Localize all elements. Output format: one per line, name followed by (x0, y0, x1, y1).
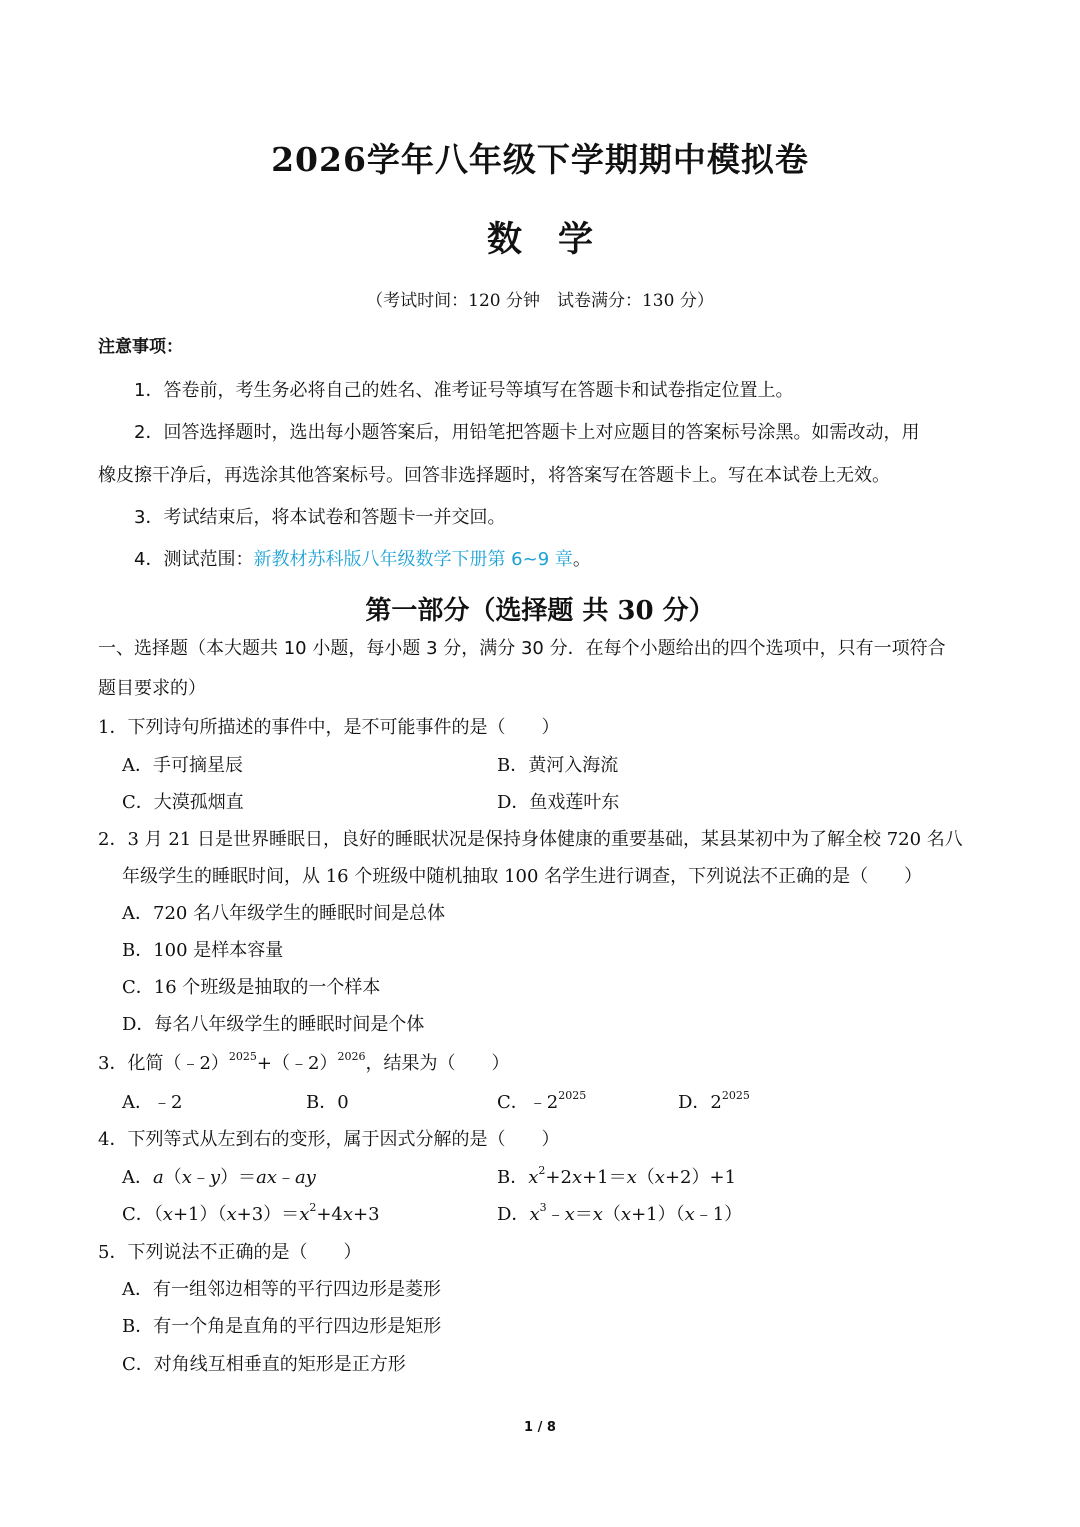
question-4-option-d: D．$x^3﹣x=x(x+1)(x﹣1)$ (497, 1201, 743, 1225)
scope-end: 。 (572, 549, 591, 570)
question-1-stem: 1．下列诗句所描述的事件中，是不可能事件的是（ ） (98, 717, 560, 738)
q3-d-exp: 2025 (721, 1089, 750, 1102)
q3-exp-2: 2026 (337, 1050, 366, 1063)
section-instructions: 一、选择题（本大题共 10 小题，每小题 3 分，满分 30 分．在每个小题给出的四个选项中，只有一项符合 (98, 638, 946, 659)
notice-item-2-cont: 橡皮擦干净后，再选涂其他答案标号。回答非选择题时，将答案写在答题卡上。写在本试卷上无效。 (98, 465, 890, 486)
question-5-option-b: B．有一个角是直角的平行四边形是矩形 (122, 1316, 442, 1337)
page-number: 1 / 8 (524, 1420, 556, 1435)
q3-stem-mid: +（﹣2） (256, 1053, 338, 1074)
scope-value: 新教材苏科版八年级数学下册第 6~9 章 (253, 549, 573, 570)
question-2-option-b: B．100 是样本容量 (122, 940, 284, 961)
q3-c-exp: 2025 (558, 1089, 587, 1102)
subject-heading: 数学 (486, 219, 629, 260)
question-1-option-a: A．手可摘星辰 (122, 755, 243, 776)
question-2-stem: 2．3 月 21 日是世界睡眠日，良好的睡眠状况是保持身体健康的重要基础，某县某初中为了解全校 720 名八 (98, 829, 963, 850)
part-heading: 第一部分（选择题 共 30 分） (365, 596, 715, 626)
question-2-option-a: A．720 名八年级学生的睡眠时间是总体 (122, 903, 446, 924)
question-1-option-b: B．黄河入海流 (497, 755, 619, 776)
question-1-option-c: C．大漠孤烟直 (122, 792, 244, 813)
q3-c-base: C．﹣2 (497, 1092, 559, 1113)
question-3-option-c (497, 1088, 586, 1114)
scope-label: 4．测试范围： (134, 549, 254, 570)
q3-exp-1: 2025 (228, 1050, 257, 1063)
section-instructions-cont: 题目要求的） (98, 678, 206, 699)
question-2-option-d: D．每名八年级学生的睡眠时间是个体 (122, 1014, 425, 1035)
question-4-option-b: B．$x^2+2x+1=x(x+2)+1$ (497, 1164, 737, 1188)
exam-title: 2026学年八年级下学期期中模拟卷 (271, 140, 809, 179)
question-4-stem: 4．下列等式从左到右的变形，属于因式分解的是（ ） (98, 1129, 560, 1150)
question-4-option-a: A．a（x﹣y）＝ax﹣ay (122, 1167, 316, 1188)
question-5-stem: 5．下列说法不正确的是（ ） (98, 1242, 362, 1263)
q3-stem-pre: 3．化简（﹣2） (98, 1053, 229, 1074)
exam-info: （考试时间：120 分钟 试卷满分：130 分） (366, 291, 714, 311)
notice-heading: 注意事项： (98, 337, 183, 357)
question-3-option-a: A．﹣2 (122, 1092, 183, 1113)
question-1-option-d: D．鱼戏莲叶东 (497, 792, 620, 813)
notice-item-2: 2．回答选择题时，选出每小题答案后，用铅笔把答题卡上对应题目的答案标号涂黑。如需改动，用 (134, 422, 920, 443)
question-5-option-a: A．有一组邻边相等的平行四边形是菱形 (122, 1279, 441, 1300)
notice-item-4 (134, 545, 591, 571)
q3-d-base: D．2 (678, 1092, 722, 1113)
question-2-option-c: C．16 个班级是抽取的一个样本 (122, 977, 381, 998)
question-3-stem (98, 1049, 509, 1075)
q3-stem-post: ，结果为（ ） (365, 1053, 510, 1074)
question-5-option-c: C．对角线互相垂直的矩形是正方形 (122, 1354, 406, 1375)
question-2-stem-cont: 年级学生的睡眠时间，从 16 个班级中随机抽取 100 名学生进行调查，下列说法不正确的是（ ） (122, 866, 923, 887)
notice-item-3: 3．考试结束后，将本试卷和答题卡一并交回。 (134, 507, 506, 528)
question-3-option-b: B．0 (306, 1092, 349, 1113)
notice-item-1: 1．答卷前，考生务必将自己的姓名、准考证号等填写在答题卡和试卷指定位置上。 (134, 380, 794, 401)
question-4-option-c: C．$(x+1)(x+3)=x^2+4x+3$ (122, 1201, 380, 1225)
question-3-option-d (678, 1088, 750, 1114)
